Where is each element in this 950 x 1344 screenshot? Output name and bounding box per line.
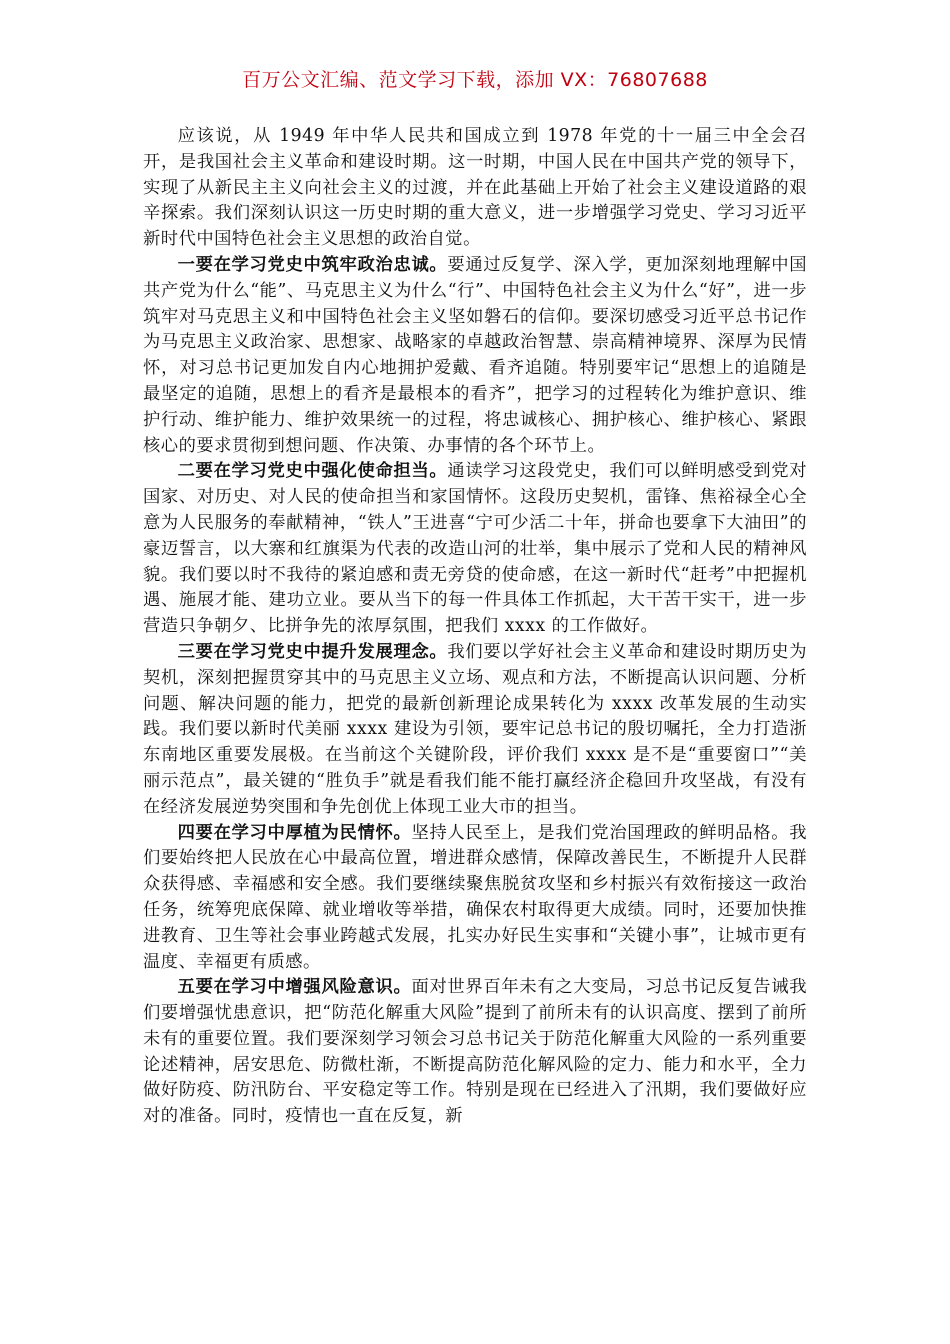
document-body bbox=[143, 124, 807, 1130]
paragraph-lead: 五要在学习中增强风险意识。 bbox=[177, 977, 412, 998]
paragraph-point-5 bbox=[143, 975, 807, 1130]
paragraph-point-4 bbox=[143, 821, 807, 976]
paragraph-lead: 四要在学习中厚植为民情怀。 bbox=[177, 822, 412, 843]
paragraph-text: 通读学习这段党史，我们可以鲜明感受到党对国家、对历史、对人民的使命担当和家国情怀。这段历史契机，雷锋、焦裕禄全心全意为人民服务的奉献精神，“铁人”王进喜“宁可少活二十年，拼命也要拿下大油田”的豪迈誓言，以大寨和红旗渠为代表的改造山河的壮举，集中展示了党和人民的精神风貌。我们要以时不我待的紧迫感和责无旁贷的使命感，在这一新时代“赶考”中把握机遇、施展才能、建功立业。要从当下的每一件具体工作抓起，大干苦干实干，进一步营造只争朝夕、比拼争先的浓厚氛围，把我们 xxxx 的工作做好。 bbox=[143, 461, 807, 637]
paragraph-text: 面对世界百年未有之大变局，习总书记反复告诫我们要增强忧患意识，把“防范化解重大风险”提到了前所未有的认识高度、摆到了前所未有的重要位置。我们要深刻学习领会习总书记关于防范化解重大风险的一系列重要论述精神，居安思危、防微杜渐，不断提高防范化解风险的定力、能力和水平，全力做好防疫、防汛防台、平安稳定等工作。特别是现在已经进入了汛期，我们要做好应对的准备。同时，疫情也一直在反复，新 bbox=[143, 977, 807, 1127]
paragraph-intro bbox=[143, 124, 807, 253]
paragraph-text: 要通过反复学、深入学，更加深刻地理解中国共产党为什么“能”、马克思主义为什么“行”、中国特色社会主义为什么“好”，进一步筑牢对马克思主义和中国特色社会主义坚如磐石的信仰。要深切感受习近平总书记作为马克思主义政治家、思想家、战略家的卓越政治智慧、崇高精神境界、深厚为民情怀，对习总书记更加发自内心地拥护爱戴、看齐追随。特别要牢记“思想上的追随是最坚定的追随，思想上的看齐是最根本的看齐”，把学习的过程转化为维护意识、维护行动、维护能力、维护效果统一的过程，将忠诚核心、拥护核心、维护核心、紧跟核心的要求贯彻到想问题、作决策、办事情的各个环节上。 bbox=[143, 254, 807, 456]
paragraph-text: 应该说，从 1949 年中华人民共和国成立到 1978 年党的十一届三中全会召开，是我国社会主义革命和建设时期。这一时期，中国人民在中国共产党的领导下，实现了从新民主主义向社会主义的过渡，并在此基础上开始了社会主义建设道路的艰辛探索。我们深刻认识这一历史时期的重大意义，进一步增强学习党史、学习习近平新时代中国特色社会主义思想的政治自觉。 bbox=[143, 126, 807, 250]
paragraph-text: 坚持人民至上，是我们党治国理政的鲜明品格。我们要始终把人民放在心中最高位置，增进群众感情，保障改善民生，不断提升人民群众获得感、幸福感和安全感。我们要继续聚焦脱贫攻坚和乡村振兴有效衔接这一政治任务，统筹兜底保障、就业增收等举措，确保农村取得更大成绩。同时，还要加快推进教育、卫生等社会事业跨越式发展，扎实办好民生实事和“关键小事”，让城市更有温度、幸福更有质感。 bbox=[143, 822, 807, 972]
paragraph-text: 我们要以学好社会主义革命和建设时期历史为契机，深刻把握贯穿其中的马克思主义立场、观点和方法，不断提高认识问题、分析问题、解决问题的能力，把党的最新创新理论成果转化为 xxxx 改革发展的生动实践。我们要以新时代美丽 xxxx 建设为引领，要牢记总书记的殷切嘱托，全力打造浙东南地区重要发展极。在当前这个关键阶段，评价我们 xxxx 是不是“重要窗口”“美丽示范点”，最关键的“胜负手”就是看我们能不能打赢经济企稳回升攻坚战，有没有在经济发展逆势突围和争先创优上体现工业大市的担当。 bbox=[143, 641, 807, 817]
paragraph-lead: 二要在学习党史中强化使命担当。 bbox=[177, 461, 448, 482]
page-header-banner: 百万公文汇编、范文学习下载，添加 VX：76807688 bbox=[242, 69, 708, 91]
paragraph-point-3 bbox=[143, 640, 807, 821]
paragraph-point-2 bbox=[143, 459, 807, 640]
paragraph-lead: 三要在学习党史中提升发展理念。 bbox=[177, 641, 448, 662]
paragraph-point-1 bbox=[143, 253, 807, 459]
paragraph-lead: 一要在学习党史中筑牢政治忠诚。 bbox=[177, 254, 448, 275]
